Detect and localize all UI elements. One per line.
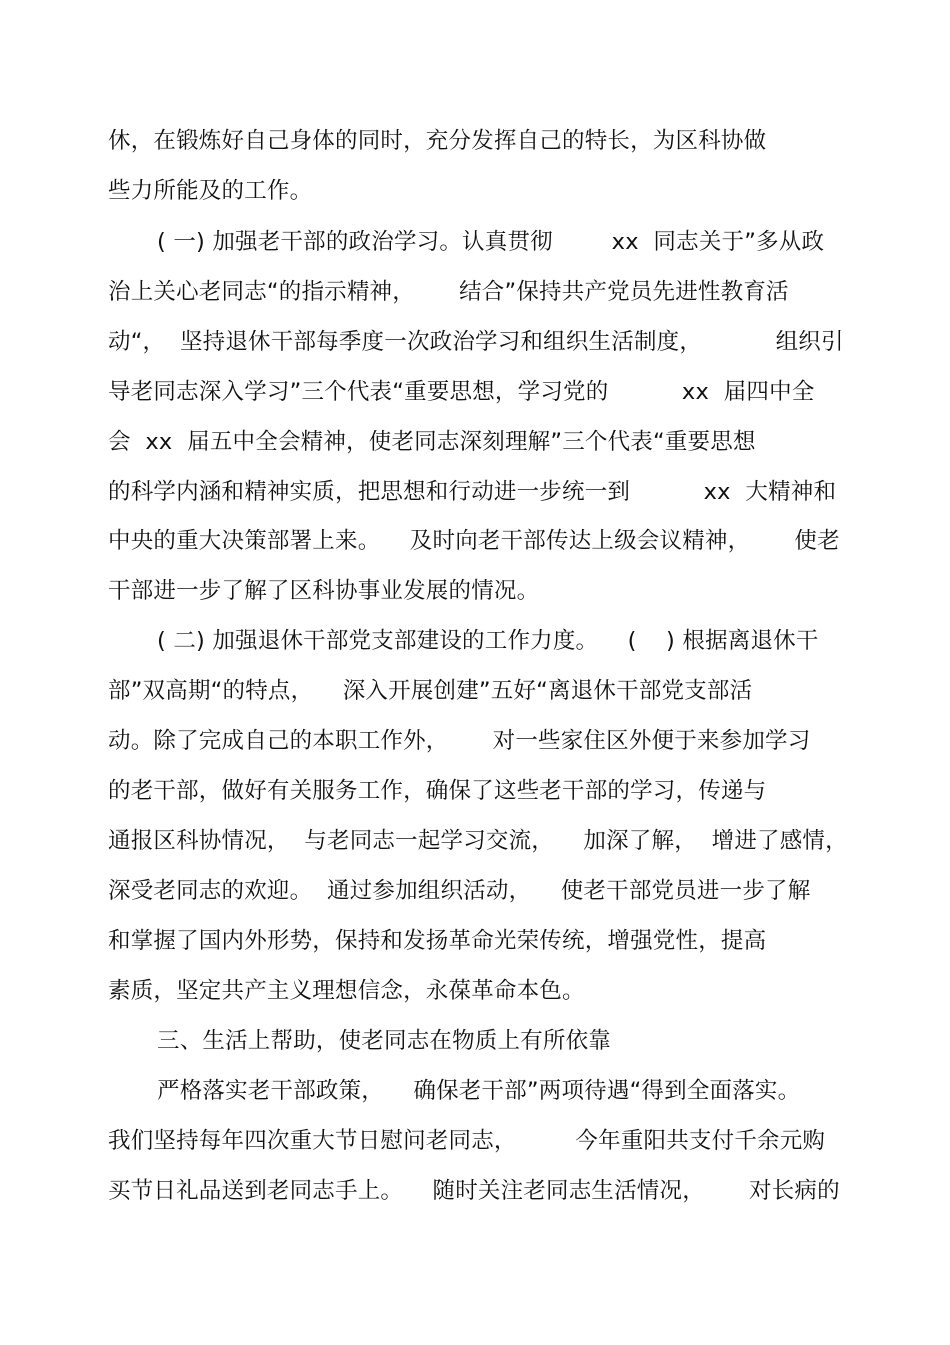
body-text-line: 中央的重大决策部署上来。 及时向老干部传达上级会议精神， 使老: [108, 528, 840, 554]
body-text-line: 干部进一步了解了区科协事业发展的情况。: [108, 578, 540, 604]
body-text-line: 深受老同志的欢迎。 通过参加组织活动， 使老干部党员进一步了解: [108, 878, 811, 904]
body-text-line: 动。除了完成自己的本职工作外， 对一些家住区外便于来参加学习: [108, 728, 811, 754]
section-heading-2: ( 二) 加强退休干部党支部建设的工作力度。 ( ) 根据离退休干: [157, 628, 819, 654]
body-text-line: 会 xx 届五中全会精神，使老同志深刻理解”三个代表“重要思想: [108, 429, 756, 455]
body-text-line: 治上关心老同志“的指示精神， 结合”保持共产党员先进性教育活: [108, 279, 789, 305]
body-text-line: 我们坚持每年四次重大节日慰问老同志， 今年重阳共支付千余元购: [108, 1128, 826, 1154]
body-text-line: 休，在锻炼好自己身体的同时，充分发挥自己的特长，为区科协做: [108, 128, 767, 154]
section-heading-3: 三、生活上帮助，使老同志在物质上有所依靠: [157, 1028, 612, 1054]
body-text-line: 些力所能及的工作。: [108, 178, 313, 204]
body-text-line: 动“， 坚持退休干部每季度一次政治学习和组织生活制度， 组织引: [108, 329, 844, 355]
body-text-line: 素质，坚定共产主义理想信念，永葆革命本色。: [108, 978, 585, 1004]
paragraph-start-line: 严格落实老干部政策， 确保老干部”两项待遇“得到全面落实。: [157, 1078, 801, 1104]
body-text-line: 的科学内涵和精神实质，把思想和行动进一步统一到 xx 大精神和: [108, 479, 837, 505]
body-text-line: 和掌握了国内外形势，保持和发扬革命光荣传统，增强党性，提高: [108, 928, 767, 954]
body-text-line: 导老同志深入学习”三个代表“重要思想，学习党的 xx 届四中全: [108, 379, 815, 405]
body-text-line: 部”双高期“的特点， 深入开展创建”五好“离退休干部党支部活: [108, 678, 753, 704]
section-heading-1: ( 一) 加强老干部的政治学习。认真贯彻 xx 同志关于”多从政: [157, 229, 825, 255]
body-text-line: 的老干部，做好有关服务工作，确保了这些老干部的学习，传递与: [108, 778, 767, 804]
body-text-line: 买节日礼品送到老同志手上。 随时关注老同志生活情况， 对长病的: [108, 1178, 840, 1204]
body-text-line: 通报区科协情况， 与老同志一起学习交流， 加深了解， 增进了感情，: [108, 828, 848, 854]
